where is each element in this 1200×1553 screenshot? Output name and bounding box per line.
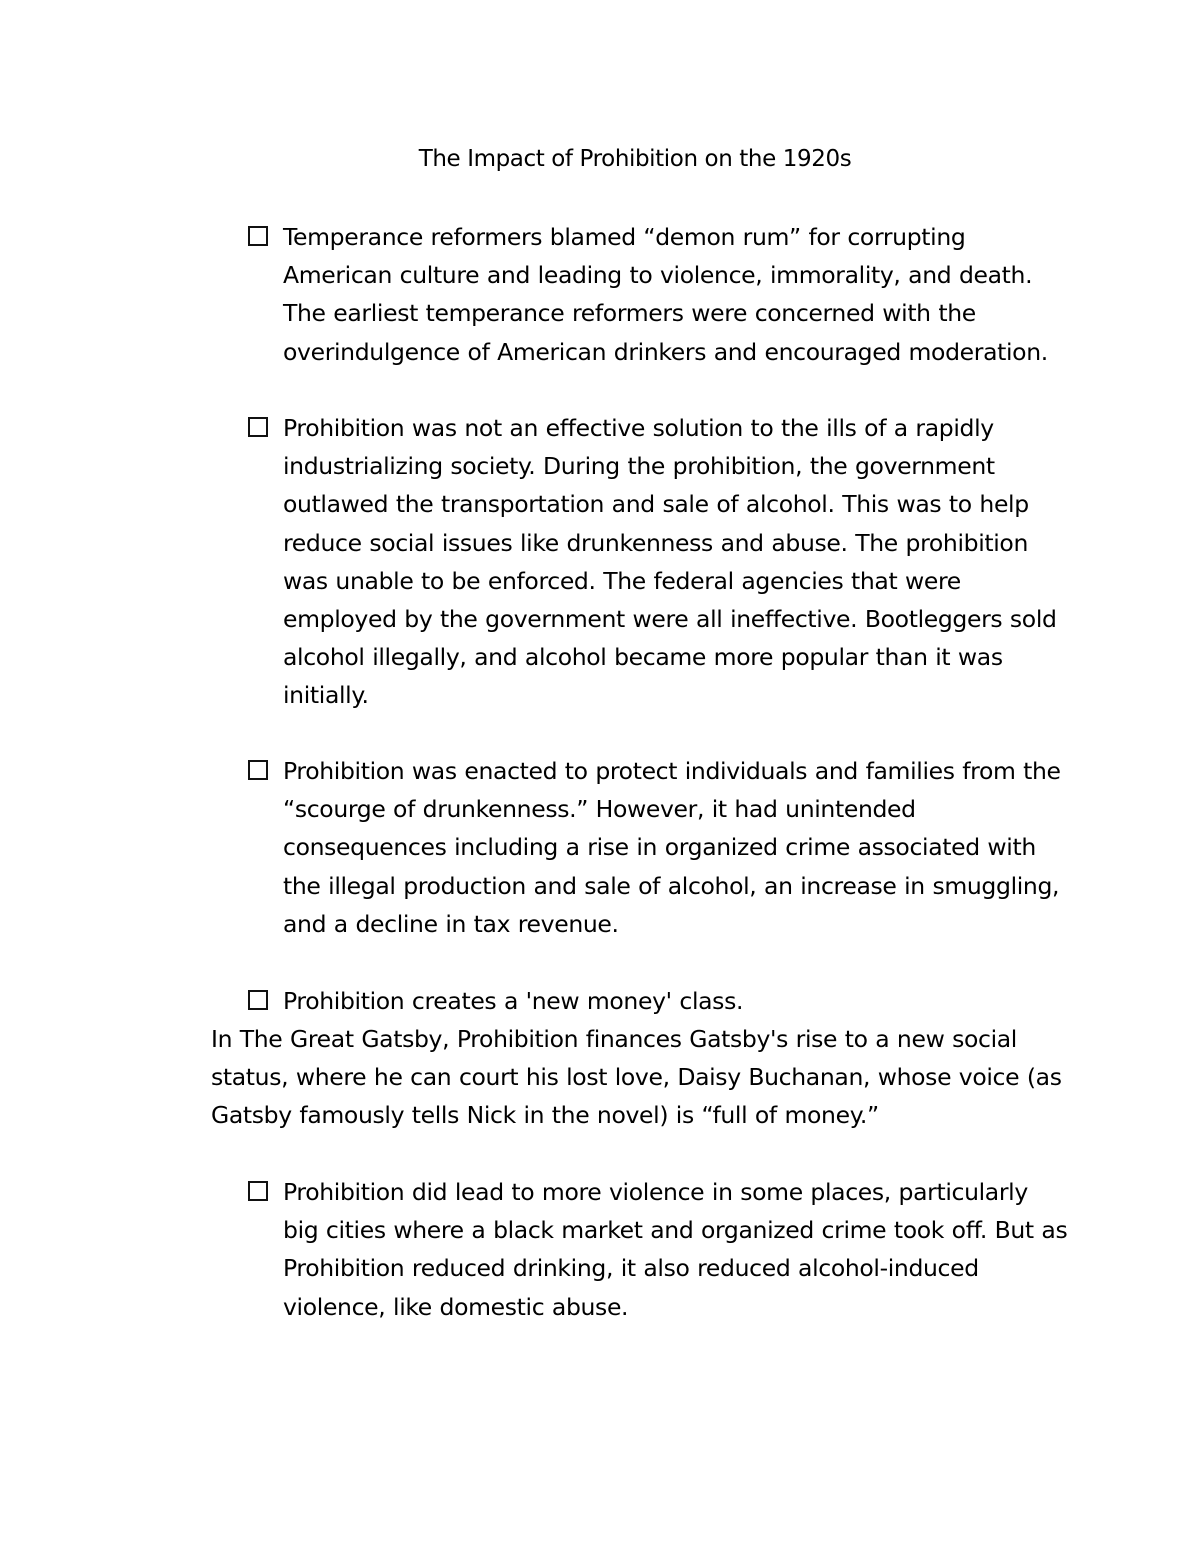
checklist-item bbox=[248, 752, 1068, 943]
gatsby-paragraph: In The Great Gatsby, Prohibition finances Gatsby's rise to a new social status, where he can court his lost love, Daisy Buchanan, whose voice (as Gatsby famously tells Nick in the novel) is “full of money.” bbox=[211, 1025, 1062, 1130]
checklist-item-text: Prohibition was not an effective solution to the ills of a rapidly industrializing society. During the prohibition, the government outlawed the transportation and sale of alcohol. This was to help reduce social issues like drunkenness and abuse. The prohibition was unable to be enforced. The federal agencies that were employed by the government were all ineffective. Bootleggers sold alcohol illegally, and alcohol became more popular than it was initially. bbox=[283, 414, 1057, 710]
checkbox-icon[interactable] bbox=[248, 1181, 268, 1201]
checkbox-icon[interactable] bbox=[248, 990, 268, 1010]
checklist-item-text: Prohibition was enacted to protect individuals and families from the “scourge of drunkenness.” However, it had unintended consequences including a rise in organized crime associated with the illegal production and sale of alcohol, an increase in smuggling, and a decline in tax revenue. bbox=[283, 757, 1061, 938]
checklist-item bbox=[248, 409, 1068, 715]
checklist-item-text: Prohibition creates a 'new money' class. bbox=[283, 987, 744, 1015]
checklist-item-text: Prohibition did lead to more violence in some places, particularly big cities where a black market and organized crime took off. But as Prohibition reduced drinking, it also reduced alcohol-induced violence, like domestic abuse. bbox=[283, 1178, 1068, 1321]
document-title: The Impact of Prohibition on the 1920s bbox=[418, 146, 852, 172]
checkbox-icon[interactable] bbox=[248, 760, 268, 780]
checklist-item bbox=[248, 982, 1068, 1020]
checklist-item-text: Temperance reformers blamed “demon rum” for corrupting American culture and leading to violence, immorality, and death. The earliest temperance reformers were concerned with the overindulgence of American drinkers and encouraged moderation. bbox=[283, 223, 1048, 366]
checklist-item bbox=[248, 1173, 1068, 1326]
checklist-item bbox=[248, 218, 1068, 371]
checkbox-icon[interactable] bbox=[248, 417, 268, 437]
checkbox-icon[interactable] bbox=[248, 226, 268, 246]
